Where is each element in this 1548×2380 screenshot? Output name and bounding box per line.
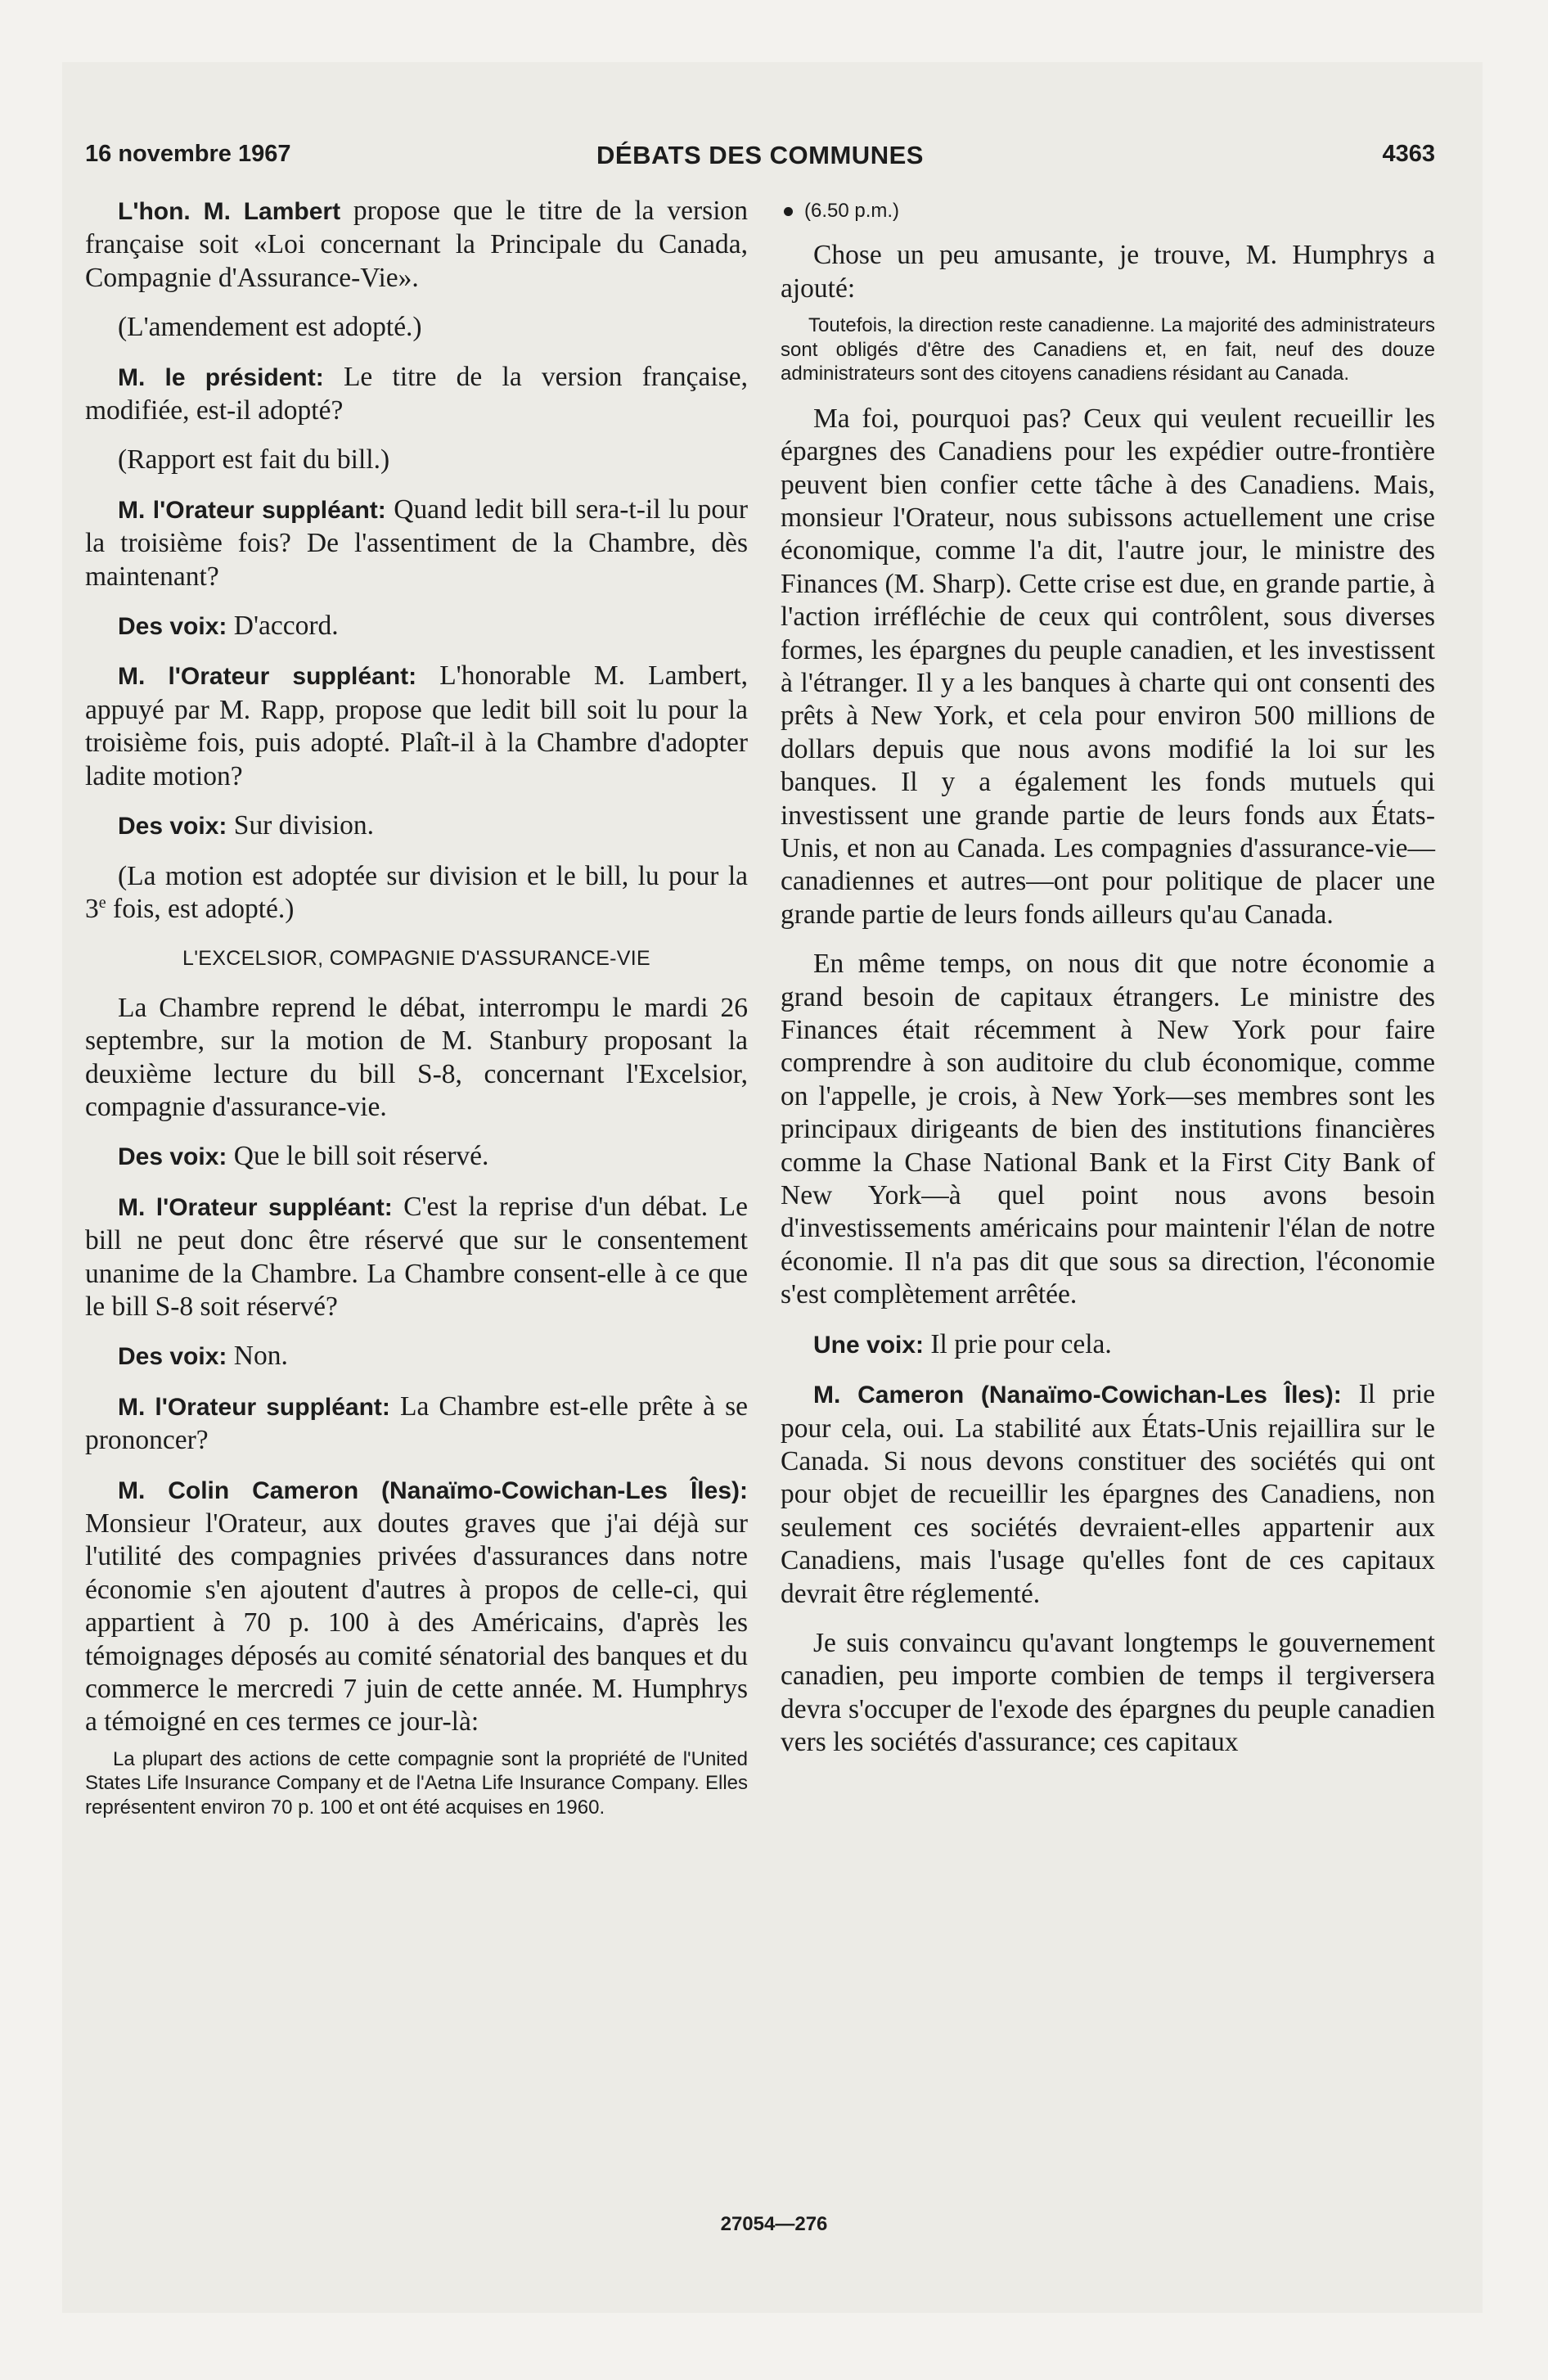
paragraph: M. l'Orateur suppléant: C'est la reprise d'un débat. Le bill ne peut donc être réservé que sur le consentement unanime de la Chambre. La Chambre consent-elle à ce que le bill S-8 soit réservé? [85, 1191, 748, 1322]
paragraph: Ma foi, pourquoi pas? Ceux qui veulent recueillir les épargnes des Canadiens pour les expédier outre-frontière peuvent bien confier cette tâche à des Canadiens. Mais, monsieur l'Orateur, nous subissons actuellement une crise économique, comme l'a dit, l'autre jour, le ministre des Finances (M. Sharp). Cette crise est due, en grande partie, à l'action irréfléchie de ceux qui contrôlent, sous diverses formes, les épargnes du peuple canadien, et les investissent à l'étranger. Il y a les banques à charte qui ont consenti des prêts à New York, et cela pour environ 500 millions de dollars depuis que nous avons modifié la loi sur les banques. Il y a également les fonds mutuels qui investissent une grande partie de leurs fonds aux États-Unis, et non au Canada. Les compagnies d'assurance-vie—canadiennes et autres—ont pour politique de placer une grande partie de leurs fonds ailleurs qu'au Canada. [781, 403, 1435, 930]
header-title: DÉBATS DES COMMUNES [596, 141, 924, 169]
paragraph: (La motion est adoptée sur division et le bill, lu pour la 3e fois, est adopté.) [85, 860, 748, 924]
speaker-name: Des voix: [118, 613, 227, 641]
block-quote: Toutefois, la direction reste canadienne. La majorité des administrateurs sont obligés d'être des Canadiens et, en fait, neuf des douze administrateurs sont des citoyens canadiens résidant au Canada. [781, 314, 1435, 385]
paragraph: En même temps, on nous dit que notre économie a grand besoin de capitaux étrangers. Le ministre des Finances était récemment à New York pour faire comprendre à son auditoire du club économique, comme on l'appelle, je crois, à New York—ses membres sont les principaux dirigeants de bien des institutions financières comme la Chase National Bank et la First City Bank of New York—à quel point nous avons besoin d'investissements américains pour maintenir l'élan de notre économie. Il n'a pas dit que sous sa direction, l'économie s'est complètement arrêtée. [781, 949, 1435, 1310]
paragraph: M. Colin Cameron (Nanaïmo-Cowichan-Les Îles): Monsieur l'Orateur, aux doutes graves que j'ai déjà sur l'utilité des compagnies privées d'assurances dans notre économie s'en ajoutent d'autres à propos de celle-ci, qui appartient à 70 p. 100 à des Américains, d'après les témoignages déposés au comité sénatorial des banques et du commerce le mercredi 7 juin de cette année. M. Humphrys a témoigné en ces termes ce jour-là: [85, 1476, 748, 1738]
paragraph: Je suis convaincu qu'avant longtemps le gouvernement canadien, peu importe combien de temps il tergiversera devra s'occuper de l'exode des épargnes du peuple canadien vers les sociétés d'assurance; ces capitaux [781, 1627, 1435, 1758]
speaker-name: M. Cameron (Nanaïmo-Cowichan-Les Îles): [813, 1382, 1342, 1409]
paragraph: (L'amendement est adopté.) [118, 312, 422, 343]
bullet-icon [784, 207, 793, 216]
paragraph: (Rapport est fait du bill.) [118, 444, 390, 476]
paragraph: Des voix: D'accord. [118, 611, 339, 642]
paragraph: M. l'Orateur suppléant: L'honorable M. Lambert, appuyé par M. Rapp, propose que ledit bill soit lu pour la troisième fois, puis adopté. Plaît-il à la Chambre d'adopter ladite motion? [85, 660, 748, 791]
speaker-name: L'hon. M. Lambert [118, 198, 341, 225]
paragraph: La Chambre reprend le débat, interrompu le mardi 26 septembre, sur la motion de M. Stanbury proposant la deuxième lecture du bill S-8, concernant l'Excelsior, compagnie d'assurance-vie. [85, 992, 748, 1122]
paragraph: M. l'Orateur suppléant: Quand ledit bill sera-t-il lu pour la troisième fois? De l'assentiment de la Chambre, dès maintenant? [85, 494, 748, 592]
section-title: L'EXCELSIOR, COMPAGNIE D'ASSURANCE-VIE [182, 947, 650, 971]
right-column [781, 195, 1435, 1776]
paragraph: Des voix: Non. [118, 1341, 288, 1372]
paragraph: Une voix: Il prie pour cela. [813, 1328, 1112, 1359]
header-date: 16 novembre 1967 [85, 141, 291, 167]
paragraph: Des voix: Que le bill soit réservé. [118, 1141, 489, 1172]
page-number: 4363 [1382, 141, 1435, 167]
speaker-name: Une voix: [813, 1331, 925, 1359]
speaker-name: Des voix: [118, 1143, 227, 1171]
paragraph: M. le président: Le titre de la version française, modifiée, est-il adopté? [85, 361, 748, 426]
paragraph: M. l'Orateur suppléant: La Chambre est-elle prête à se prononcer? [85, 1391, 748, 1456]
speaker-name: M. le président: [118, 363, 324, 391]
paragraph: M. Cameron (Nanaïmo-Cowichan-Les Îles): Il prie pour cela, oui. La stabilité aux États-Unis rejaillira sur le Canada. Si nous devons constituer des sociétés qui ont pour objet de recueillir les épargnes des Canadiens, non seulement ces sociétés devraient-elles appartenir aux Canadiens, mais l'usage qu'elles font de ces capitaux devrait être réglementé. [781, 1379, 1435, 1609]
speaker-name: M. l'Orateur suppléant: [118, 1193, 393, 1221]
page-footer: 27054—276 [720, 2213, 828, 2235]
speaker-name: Des voix: [118, 813, 227, 841]
timestamp: (6.50 p.m.) [781, 195, 1435, 228]
speaker-name: M. Colin Cameron (Nanaïmo-Cowichan-Les Îles): [118, 1476, 748, 1504]
page-header [85, 141, 1435, 182]
block-quote: La plupart des actions de cette compagnie sont la propriété de l'United States Life Insurance Company et de l'Aetna Life Insurance Company. Elles représentent environ 70 p. 100 et ont été acquises en 1960. [85, 1747, 748, 1819]
speaker-name: M. l'Orateur suppléant: [118, 663, 417, 691]
paragraph: Chose un peu amusante, je trouve, M. Humphrys a ajouté: [781, 240, 1435, 304]
speaker-name: Des voix: [118, 1343, 227, 1371]
speaker-name: M. l'Orateur suppléant: [118, 1393, 390, 1421]
paragraph: L'hon. M. Lambert propose que le titre de la version française soit «Loi concernant la Principale du Canada, Compagnie d'Assurance-Vie». [85, 196, 749, 293]
paragraph: Des voix: Sur division. [118, 810, 375, 841]
speaker-name: M. l'Orateur suppléant: [118, 496, 386, 524]
left-column [85, 195, 748, 1836]
